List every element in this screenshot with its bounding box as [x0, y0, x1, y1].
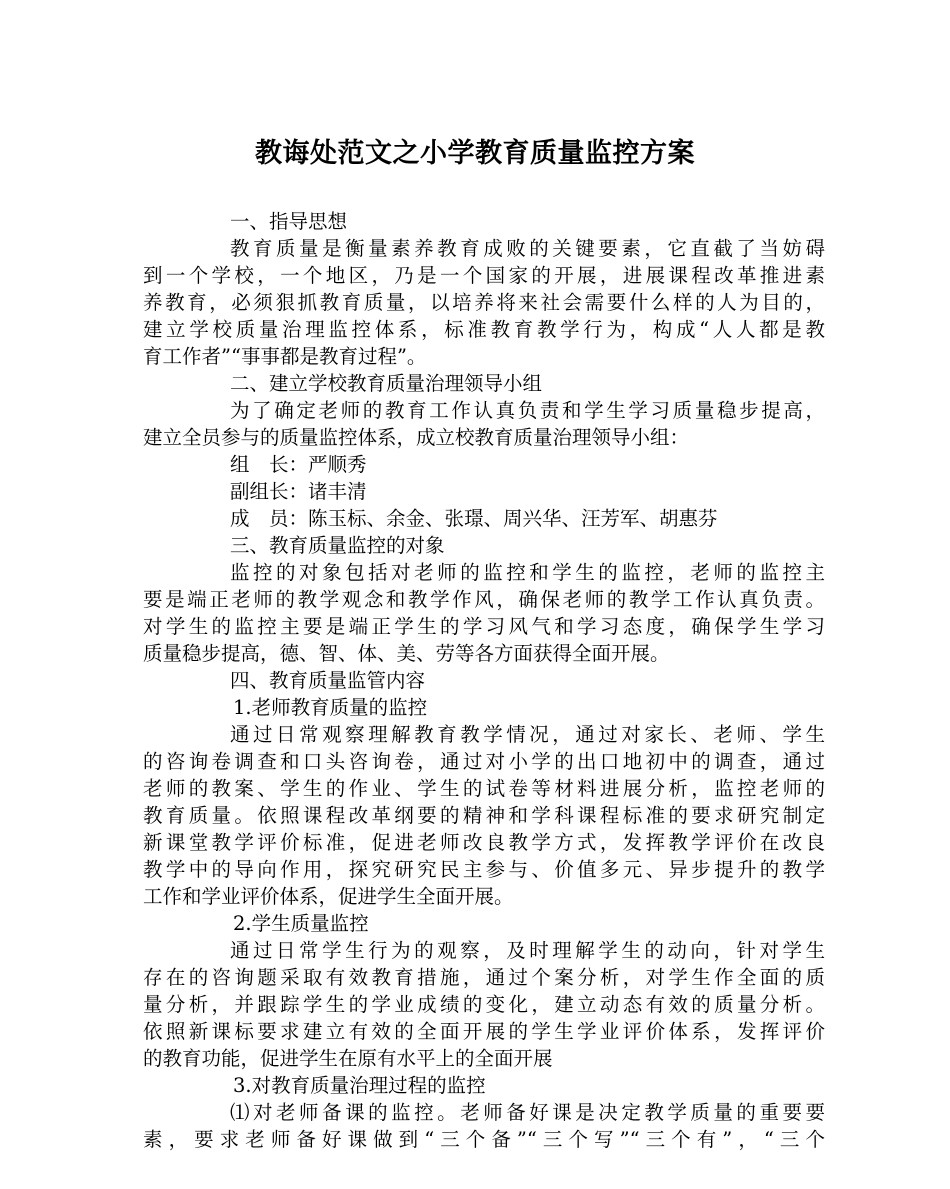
document-body	[143, 208, 825, 1153]
paragraph-line: 建立学校质量治理监控体系，标准教育教学行为，构成“人人都是教	[143, 318, 825, 341]
heading-monitoring-targets: 三、教育质量监控的对象	[230, 534, 445, 557]
deputy-leader-line: 副组长：诸丰清	[230, 480, 367, 503]
paragraph-line: 通过日常观察理解教育教学情况，通过对家长、老师、学生	[230, 723, 825, 746]
paragraph-line: 的咨询卷调查和口头咨询卷，通过对小学的出口地初中的调查，通过	[143, 750, 825, 773]
paragraph-line: 老师的教案、学生的作业、学生的试卷等材料进展分析，监控老师的	[143, 777, 825, 800]
paragraph-line: 新课堂教学评价标准，促进老师改良教学方式，发挥教学评价在改良	[143, 831, 825, 854]
paragraph-line: 量分析，并跟踪学生的学业成绩的变化，建立动态有效的质量分析。	[143, 993, 825, 1016]
paragraph-line: 为了确定老师的教育工作认真负责和学生学习质量稳步提高，	[230, 399, 825, 422]
subheading-student-quality: 2.学生质量监控	[233, 912, 369, 935]
paragraph-line: 建立全员参与的质量监控体系，成立校教育质量治理领导小组：	[143, 426, 690, 449]
document-title: 教诲处范文之小学教育质量监控方案	[255, 138, 695, 169]
group-leader-line: 组 长：严顺秀	[230, 453, 367, 476]
heading-leadership-group: 二、建立学校教育质量治理领导小组	[230, 372, 543, 395]
paragraph-line: 工作和学业评价体系，促进学生全面开展。	[143, 885, 514, 908]
paragraph-line: 养教育，必须狠抓教育质量，以培养将来社会需要什么样的人为目的，	[143, 291, 825, 314]
paragraph-line: 存在的咨询题采取有效教育措施，通过个案分析，对学生作全面的质	[143, 966, 825, 989]
paragraph-line: 育工作者”“事事都是教育过程”。	[143, 345, 427, 368]
paragraph-line: 的教育功能，促进学生在原有水平上的全面开展	[143, 1047, 553, 1070]
subheading-process-monitoring: 3.对教育质量治理过程的监控	[233, 1074, 486, 1097]
subheading-teacher-quality: 1.老师教育质量的监控	[233, 696, 428, 719]
paragraph-line: 监控的对象包括对老师的监控和学生的监控，老师的监控主	[230, 561, 825, 584]
paragraph-line: 到一个学校，一个地区，乃是一个国家的开展，进展课程改革推进素	[143, 264, 825, 287]
paragraph-line: 质量稳步提高，德、智、体、美、劳等各方面获得全面开展。	[143, 642, 670, 665]
paragraph-line: 教学中的导向作用，探究研究民主参与、价值多元、异步提升的教学	[143, 858, 825, 881]
paragraph-line: ⑴对老师备课的监控。老师备好课是决定教学质量的重要要	[230, 1101, 825, 1124]
paragraph-line: 要是端正老师的教学观念和教学作风，确保老师的教学工作认真负责。	[143, 588, 825, 611]
heading-monitoring-content: 四、教育质量监管内容	[230, 669, 426, 692]
paragraph-line: 通过日常学生行为的观察，及时理解学生的动向，针对学生	[230, 939, 825, 962]
paragraph-line: 依照新课标要求建立有效的全面开展的学生学业评价体系，发挥评价	[143, 1020, 825, 1043]
heading-guiding-thought: 一、指导思想	[230, 210, 348, 233]
group-members-line: 成 员：陈玉标、余金、张璟、周兴华、汪芳军、胡惠芬	[230, 507, 718, 530]
paragraph-line: 素，要求老师备好课做到“三个备”“三个写”“三个有”，“三个	[143, 1128, 825, 1151]
paragraph-line: 教育质量。依照课程改革纲要的精神和学科课程标准的要求研究制定	[143, 804, 825, 827]
paragraph-line: 对学生的监控主要是端正学生的学习风气和学习态度，确保学生学习	[143, 615, 825, 638]
paragraph-line: 教育质量是衡量素养教育成败的关键要素，它直截了当妨碍	[230, 237, 825, 260]
